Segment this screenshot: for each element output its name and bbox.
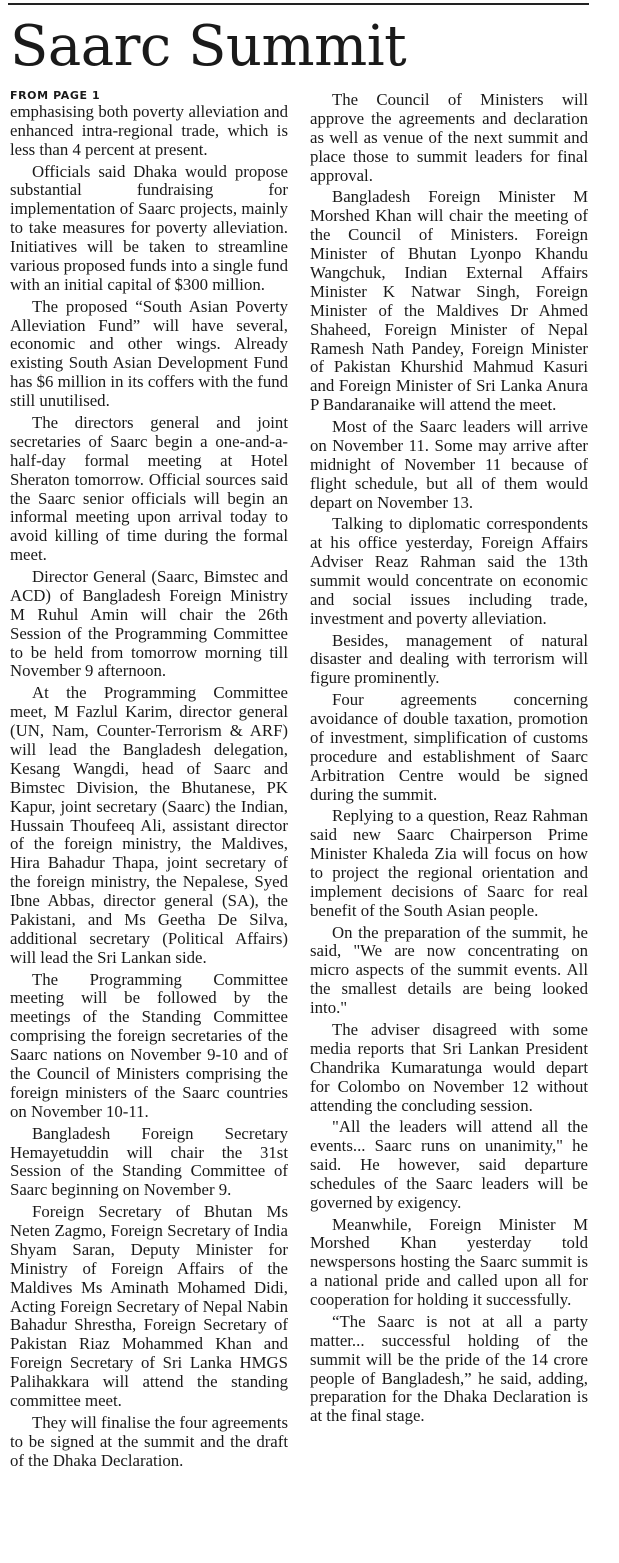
- top-rule: [8, 3, 589, 5]
- paragraph: The proposed “South Asian Poverty Alleviation Fund” will have several, economic and other wings. Already existing South Asian Development Fund has $6 million in its coffers with the fund still unutilised.: [10, 296, 288, 411]
- paragraph: At the Programming Committee meet, M Fazlul Karim, director general (UN, Nam, Counter-Terrorism & ARF) will lead the Bangladesh delegation, Kesang Wangdi, head of Saarc and Bimstec Division, the Bhutanese, PK Kapur, joint secretary (Saarc) the Indian, Hussain Thoufeeq Ali, assistant director of the foreign ministry, the Maldives, Hira Bahadur Thapa, joint secretary of the foreign ministry, the Nepalese, Syed Ibne Abbas, director general (SA), the Pakistani, and Ms Geetha De Silva, additional secretary (Political Affairs) will lead the Sri Lankan side.: [10, 683, 288, 967]
- article-column-left: [10, 89, 288, 1473]
- paragraph: Bangladesh Foreign Secretary Hemayetuddin will chair the 31st Session of the Standing Committee of Saarc beginning on November 9.: [10, 1123, 288, 1200]
- paragraph: emphasising both poverty alleviation and enhanced intra-regional trade, which is less than 4 percent at present.: [10, 102, 288, 159]
- paragraph: Talking to diplomatic correspondents at his office yesterday, Foreign Affairs Adviser Reaz Rahman said the 13th summit would concentrate on economic and social issues including trade, investment and poverty alleviation.: [310, 514, 588, 628]
- paragraph: Replying to a question, Reaz Rahman said new Saarc Chairperson Prime Minister Khaleda Zia will focus on how to project the regional orientation and implement decisions of Saarc for real benefit of the South Asian people.: [310, 806, 588, 920]
- paragraph: "All the leaders will attend all the events... Saarc runs on unanimity," he said. He however, said departure schedules of the Saarc leaders will be governed by exigency.: [310, 1117, 588, 1212]
- paragraph: The adviser disagreed with some media reports that Sri Lankan President Chandrika Kumaratunga would depart for Colombo on November 12 without attending the concluding session.: [310, 1019, 588, 1115]
- paragraph: Bangladesh Foreign Minister M Morshed Khan will chair the meeting of the Council of Ministers. Foreign Minister of Bhutan Lyonpo Khandu Wangchuk, Indian External Affairs Minister K Natwar Singh, Foreign Minister of the Maldives Dr Ahmed Shaheed, Foreign Minister of Nepal Ramesh Nath Pandey, Foreign Minister of Pakistan Khurshid Mahmud Kasuri and Foreign Minister of Sri Lanka Anura P Bandaranaike will attend the meet.: [310, 187, 588, 415]
- paragraph: The Programming Committee meeting will be followed by the meetings of the Standing Committee comprising the foreign secretaries of the Saarc nations on November 9-10 and of the Council of Ministers comprising the foreign ministers of the Saarc countries on November 10-11.: [10, 969, 288, 1121]
- article-column-right: [310, 91, 588, 1429]
- paragraph: Four agreements concerning avoidance of double taxation, promotion of investment, simplification of customs procedure and establishment of Saarc Arbitration Centre would be signed during the summit.: [310, 690, 588, 804]
- paragraph: Foreign Secretary of Bhutan Ms Neten Zagmo, Foreign Secretary of India Shyam Saran, Deputy Minister for Ministry of Foreign Affairs of the Maldives Ms Aminath Mohamed Didi, Acting Foreign Secretary of Nepal Nabin Bahadur Shrestha, Foreign Secretary of Pakistan Riaz Mohammed Khan and Foreign Secretary of Sri Lanka HMGS Palihakkara will attend the standing committee meet.: [10, 1202, 288, 1411]
- paragraph: The directors general and joint secretaries of Saarc begin a one-and-a-half-day formal meeting at Hotel Sheraton tomorrow. Official sources said the Saarc senior officials will begin an informal meeting upon arrival today to avoid killing of time during the formal meet.: [10, 412, 288, 565]
- paragraph: Besides, management of natural disaster and dealing with terrorism will figure prominently.: [310, 630, 588, 688]
- paragraph: On the preparation of the summit, he said, "We are now concentrating on micro aspects of the summit events. All the smallest details are being looked into.": [310, 922, 588, 1018]
- paragraph: The Council of Ministers will approve the agreements and declaration as well as venue of the next summit and place those to summit leaders for final approval.: [310, 90, 588, 185]
- paragraph: Officials said Dhaka would propose substantial fundraising for implementation of Saarc projects, mainly to take measures for poverty alleviation. Initiatives will be taken to streamline various proposed funds into a single fund with an initial capital of $300 million.: [10, 161, 288, 294]
- paragraph: “The Saarc is not at all a party matter... successful holding of the summit will be the pride of the 14 crore people of Bangladesh,” he said, adding, preparation for the Dhaka Declaration is at the final stage.: [310, 1311, 588, 1426]
- paragraph: Meanwhile, Foreign Minister M Morshed Khan yesterday told newspersons hosting the Saarc summit is a national pride and called upon all for cooperation for holding it successfully.: [310, 1214, 588, 1310]
- paragraph: Most of the Saarc leaders will arrive on November 11. Some may arrive after midnight of November 11 because of flight schedule, but all of them would depart on November 13.: [310, 417, 588, 512]
- paragraph: Director General (Saarc, Bimstec and ACD) of Bangladesh Foreign Ministry M Ruhul Amin will chair the 26th Session of the Programming Committee to be held from tomorrow morning till November 9 afternoon.: [10, 566, 288, 681]
- paragraph: They will finalise the four agreements to be signed at the summit and the draft of the Dhaka Declaration.: [10, 1412, 288, 1470]
- headline: Saarc Summit: [10, 14, 407, 79]
- continuation-kicker: FROM PAGE 1: [10, 89, 101, 102]
